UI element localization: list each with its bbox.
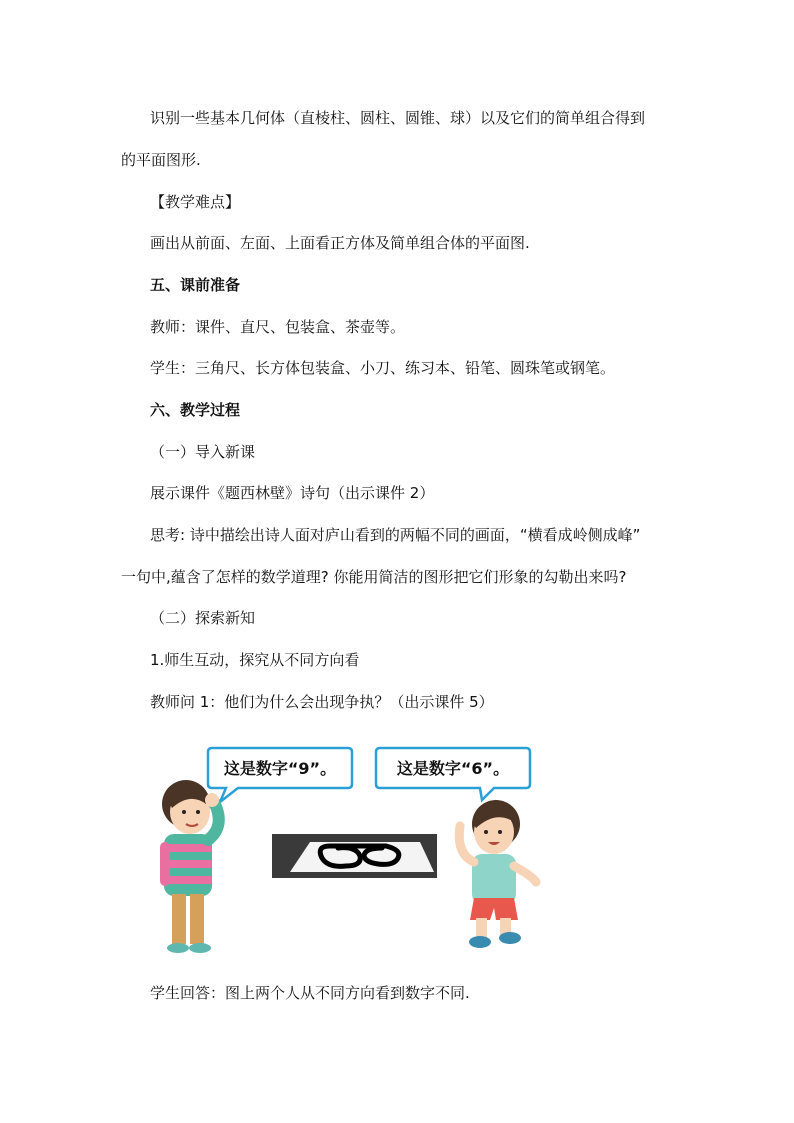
left-bubble-text: 这是数字“9”。: [223, 759, 337, 778]
left-speech-bubble: [208, 748, 352, 802]
courseware-line: 展示课件《题西林壁》诗句（出示课件 2）: [150, 484, 435, 502]
subsection-heading-intro: （一）导入新课: [150, 443, 256, 461]
left-boy-figure: [160, 780, 219, 953]
right-bubble-text: 这是数字“6”。: [396, 759, 510, 778]
section-heading-preparation: 五、课前准备: [150, 276, 241, 294]
student-preparation: 学生：三角尺、长方体包装盒、小刀、练习本、铅笔、圆珠笔或钢笔。: [150, 359, 616, 377]
teacher-question: 教师问 1：他们为什么会出现争执？（出示课件 5）: [150, 693, 494, 711]
paragraph-line: 的平面图形.: [121, 151, 201, 169]
difficult-points-text: 画出从前面、左面、上面看正方体及简单组合体的平面图.: [150, 234, 530, 252]
paragraph-line: 识别一些基本几何体（直棱柱、圆柱、圆锥、球）以及它们的简单组合得到: [150, 109, 646, 127]
thinking-question: 思考: 诗中描绘出诗人面对庐山看到的两幅不同的画面，“横看成岭侧成峰”: [150, 526, 641, 544]
right-boy-figure: [459, 800, 536, 948]
teacher-preparation: 教师：课件、直尺、包装盒、茶壶等。: [150, 318, 406, 336]
section-heading-process: 六、教学过程: [150, 401, 241, 419]
activity-item: 1.师生互动，探究从不同方向看: [150, 651, 360, 669]
digit-card: [272, 834, 437, 878]
subsection-heading-explore: （二）探索新知: [150, 609, 256, 627]
right-speech-bubble: [376, 748, 530, 800]
thinking-question-cont: 一句中,蕴含了怎样的数学道理? 你能用简洁的图形把它们形象的勾勒出来吗?: [121, 568, 627, 586]
student-answer: 学生回答：图上两个人从不同方向看到数字不同.: [150, 984, 470, 1002]
dispute-illustration: [150, 742, 550, 958]
difficult-points-heading: 【教学难点】: [150, 193, 241, 211]
